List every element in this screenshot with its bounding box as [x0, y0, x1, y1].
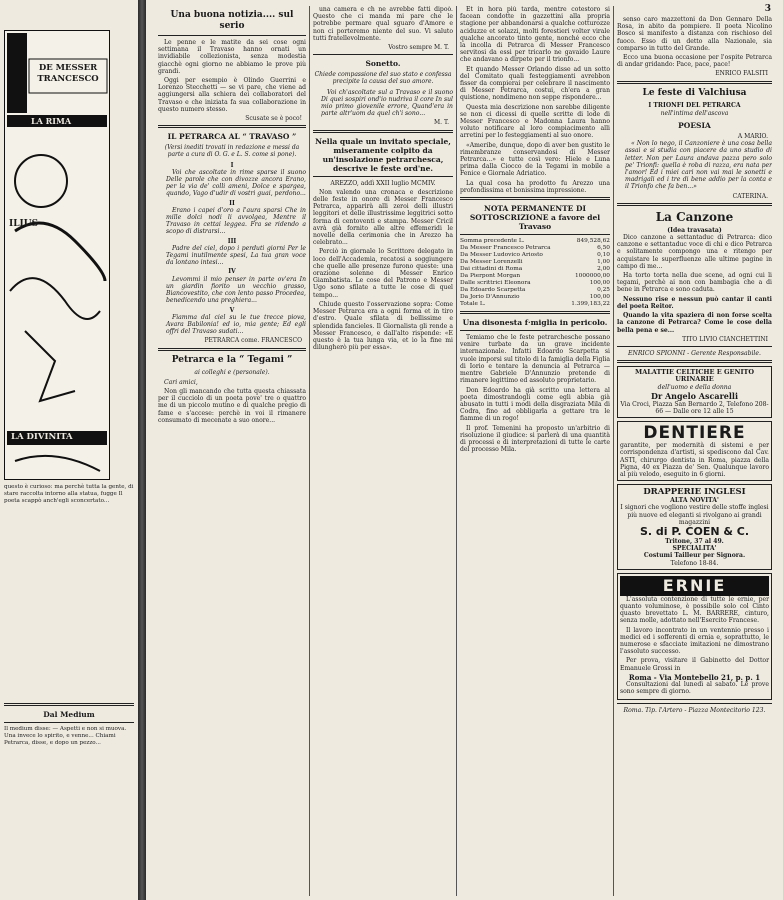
ad-ernie-title: ERNIE	[620, 576, 769, 596]
sonetto-body: Voi ch'ascoltate sul a Travaso e il suono Di quei sospiri ond'io nudriva il core In sul mio primo giovenile errore, Quand'era in parte altr'uom da quel ch'i sono...	[321, 88, 453, 118]
ad-malattie-name: Dr Angelo Ascarelli	[651, 390, 738, 401]
column-2	[313, 6, 453, 896]
page-number: 3	[764, 4, 771, 14]
column-divider	[613, 6, 614, 896]
subscription-label: Da Messer Francesco Petrarca	[460, 245, 551, 252]
lead-title: Una buona notizia.... sul serio	[170, 10, 294, 31]
feste-subtitle-2: nell'intima dell'ascova	[660, 109, 729, 117]
ad-ernie-body-3: Per prova, visitare il Gabinetto del Dottor Emanuele Grossi in	[620, 657, 769, 672]
feste-subtitle: I TRIONFI DEL PETRARCA	[648, 101, 741, 109]
subscription-row	[460, 238, 610, 245]
ad-ernie	[617, 573, 772, 701]
subscription-value: 6,50	[597, 245, 610, 252]
subscription-label: Da Pierpont Morgan	[460, 273, 521, 280]
poesia-dedication: A MARIO.	[737, 133, 768, 141]
poesia-title: POESIA	[678, 121, 711, 131]
ad-drapperie-body: I signori che vogliono vestire delle stoffe inglesi più nuove ed eleganti si rivolgano ai grandi magazzini	[620, 504, 769, 526]
intro-text: una camera e ch ne avrebbe fatti dipoò. Questo che ci manda mi pare che le potrebbe permare qual sguaro d'Amore e non ci porteremo niente del suo. Vi saluto tutti fratellevolmente.	[313, 6, 453, 42]
col3-body-3: Questa mia descrizione non sarebbe diligente se non ci dicessi di quelle scritte di lode di Messer Francesco e Madonna Laura hanno voluto notificare al loro compiacimento alli arretini per lo festeggiamenti al suo onore.	[460, 103, 610, 140]
feste-title: Le feste di Valchiusa	[642, 87, 747, 98]
col4-body: senso caro mazzettoni da Don Gennaro Della Rosa, in abito da pompiere. Il poeta Nicolino Bosco si manifesto a distanza con rischioso del fuoco. Esso di un detto alla Nazionale, sia comparso in tutto del Grande.	[617, 16, 772, 52]
story-body-2: Don Edoardo ha già scritto una lettera al poeta dimostrandogli come egli abbia già abusato in tutti i modi della disgraziata Mila di Codra, fino ad obbligarla a gettare tra le fiamme di un rogo!	[460, 386, 610, 423]
story-body-3: Il prof. Temenini ha proposto un'arbitrio di risoluzione il giudice: si parlerà di una quantità di processi e di interpretazioni di tutte le carte del processo Mila.	[460, 424, 610, 454]
left-paragraph: questo è curioso: ma perchè tutta la gente, di stare raccolta intorno alla statua, fugge Il poeta scappò anch'egli sconcertato...	[4, 484, 134, 504]
poem-subtitle: (Versi inediti trovati in redazione e messi da parte a cura di O. G. e L. S. come si pone).	[164, 144, 300, 159]
sonetto-title: Sonetto.	[365, 59, 401, 69]
subscription-value: 100,00	[589, 280, 610, 287]
gerente-line: ENRICO SPIONNI - Gerente Responsabile.	[628, 349, 761, 357]
ad-ernie-address: Roma - Via Montebello 21, p. p. 1	[628, 672, 761, 682]
subscription-row	[460, 266, 610, 273]
canzone-body-4: Quando la vita spaziera di non forse scelta la canzone di Petrarca? Come le cose della bella pena e se...	[617, 312, 772, 334]
news-body-3: Chiude questo l'osservazione sopra: Come Messer Petrarca era a ogni forma et in tiro d'estro. Quale sfilata di bellissime e splendida fancieles. Il Giornalista gli rende a Messer Francesco, e dall'alto rispende: «E questo è la tua lunga via, et io la fine mi dilungherò più per essa».	[313, 300, 453, 352]
subscription-value: 849,528,62	[576, 238, 610, 245]
column-3	[460, 6, 610, 896]
lead-body-2: Oggi per esempio è Olindo Guerrini e Lorenzo Stecchetti — se vi pare, che viene ad aggiungersi alla schiera dei collaboratori del Travaso e che iniziata fa sua collaborazione in questo numero stesso.	[158, 77, 306, 113]
subscription-row	[460, 280, 610, 287]
subscription-row	[460, 245, 610, 252]
ad-dentiere-title: DENTIERE	[643, 423, 746, 444]
ad-malattie	[617, 366, 772, 418]
sonetto-subtitle: Chiede compassione del suo stato e confessa precipite la causa del suo amore.	[314, 71, 452, 86]
illustration-top-text: DE MESSER TRANCESCO	[37, 63, 99, 84]
ad-drapperie-specialty-2: Costumi Tailleur per Signora.	[643, 552, 746, 560]
subscription-value: 100,00	[589, 294, 610, 301]
subscription-value: 1.399,183,22	[571, 301, 610, 308]
illustration-side-text: ILIUS	[9, 219, 39, 229]
ad-malattie-info: Via Croci, Piazza San Bernardo 2, Telefono 208-66 — Dalle ore 12 alle 15	[620, 400, 769, 415]
column-1: Una buona notizia.... sul serio Le penne e le matite da sei cose ogni settimana il Travaso hanno ornati un invidiabile collezionista, senza modestia giacchè ogni giorno ne abbiamo le prove più grandi. Oggi per esempio è Olindo Guerrini e Lorenzo Stecchetti — se vi pare, che viene ad aggiungersi alla schiera dei collaboratori del Travaso e che iniziata fa sua collaborazione in questo numero stesso. Scusate se è poco! IL PETRARCA AL “ TRAVASO ” (Versi inediti trovati in redazione e messi da parte a cura di O. G. e L. S. come si pone). I Voi che ascoltate in rime sparse il suono Delle parole che con divozze ancora Erano, per la via de' colli ameni, Dolce e spargea, quando, Vago d'udir di vostri guai, perdono... II Erano i capei d'oro a l'aura sparsi Che in mille dolci nodi li avvolgea, Mentre il Travaso in cettai leggea. Fra se ridendo a scopo di distrarsi... III Padre del ciel, dopo i perduti giorni Per le Tegami inutilmente spesi, La tua gran voce da lontano intesi... IV Levommi il mio penser in parte ov'era In un giardin fiorito un vecchio grasso, Biancovestito, che con lento passo Procedea, benedicendo una preghiera... V Fiamma dal ciel su le tue trecce piova, Avara Babilonia! ed io, mia gente; Ed egli offri del Travaso sudati... PETRARCA come. FRANCESCO Petrarca e la “ Tegami ” ai colleghi e (personale). Cari amici, Non gli mancando che tutta questa chiassata per il cucciolo di un poeta pove' tre o quattro me di un piccolo mutino e di qualche pregio di fame e s'accese: perchè in voi il rimanere consumato di mecenate a suo onore...	[158, 10, 306, 424]
letter-title: Petrarca e la “ Tegami ”	[171, 354, 293, 365]
canzone-title: La Canzone	[655, 209, 734, 224]
poesia-sign: CATERINA.	[732, 192, 768, 200]
subscription-label: Da Edoardo Scarpetta	[460, 287, 526, 294]
left-section-title: Dal Medium	[43, 710, 95, 719]
subscription-row	[460, 301, 610, 308]
ad-drapperie-specialty: SPECIALITA'	[672, 545, 717, 553]
poesia-body: « Non lo nego, il Canzoniere è una cosa bella assai e si studia con piacere da uno studio di letter. Non per Laura andava pazza pero solo pe' Trionfi: quella è roba di razza, era nata per l'amor! Ed i miei cari non vai mai le sonetti e madrigali ed i tre di bene addio per la conta e il Trionfo che fa ben...»	[625, 140, 772, 191]
left-page	[0, 0, 138, 900]
poem-title: IL PETRARCA AL “ TRAVASO ”	[167, 132, 297, 142]
subscription-row	[460, 294, 610, 301]
ad-ernie-body: L'assoluta contenzione di tutte le ernie, per quanto voluminose, è possibile solo col Cinto quasto brevettato L. M. BARRERE, cinturo, senza molle, adottato nell'Esercito Francese.	[620, 595, 769, 625]
ad-dentiere	[617, 421, 772, 481]
ad-ernie-body-2: Il lavoro incontrato in un ventennio presso i medici ed i sofferenti di ernia e, soprattutto, le numerose e sfacciate imitazioni ne dimostrano l'assoluto successo.	[620, 626, 769, 656]
news-body: Non valendo una cronaca e descrizione delle feste in onore di Messer Francesco Petrarca, apparirà alli zeroi delli illustri leggitori et delle illustrissime leggitrici sotto forma di centoventi e stampa. Messer Cricil avrà già fornito alle altre effemeridi le novelle della cerimonia che in Arezzo ha celebrato...	[313, 188, 453, 247]
petrarca-illustration	[4, 30, 110, 480]
canzone-subtitle: (Idea travasata)	[667, 226, 722, 234]
lead-sign: Scusate se è poco!	[245, 115, 302, 123]
col3-body: Et in hora più tarda, mentre cotestoro si facean condotte in gazzettini alla propria stagione per abbandonarsi a qualche cotturozze aciduzze et solazzi, molti forestieri volter virale qualche ancorato tinto gente, nonché ecco che la incolla di Petrarca di Messer Francesco servitosi da essi per tricarlo ne gavaido Laure che andavano a dirpete per il trionfo...	[460, 6, 610, 64]
news-body-2: Perciò in giornale lo Scrittore delegato in loco dell'Accademia, recatosi a soggiungere che quelle alle presenze furono queste: una orazione solenne di Messer Enrico Giambatista. Le cose del Patrono e Messer Ugo sono sfilate a tutte le cose di quel tempo...	[313, 248, 453, 299]
poem-part-3: Padre del ciel, dopo i perduti giorni Per le Tegami inutilmente spesi, La tua gran voce da lontano intesi...	[166, 244, 306, 267]
subscription-title: NOTA PERMANENTE DI SOTTOSCRIZIONE a favore del Travaso	[469, 204, 601, 232]
canzone-body-2: Ha torto torta nella due scene, ad ogni cui li tegami, perchè ai non con bambagia che a di bene in Petrarca e sono caduta.	[617, 272, 772, 294]
illustration-band-text: LA RIMA	[31, 116, 72, 126]
subscription-value: 0,25	[597, 287, 610, 294]
subscription-value: 1,00	[597, 259, 610, 266]
col4-sign: ENRICO FALSITI	[715, 70, 768, 78]
left-section-body: Il medium disse: — Aspetti e non si muova. Una invece lo spirito, e venne... Chiami Petrarca, disse, e dopo un pezzo...	[4, 726, 127, 746]
news-dateline: AREZZO, addì XXII luglio MCMIV.	[330, 179, 436, 187]
intro-sign: Vostro sempre M. T.	[388, 44, 449, 52]
col3-sign: La qual cosa ha prodotto fu Arezzo una profondissima et bonissima impressione.	[460, 179, 610, 194]
ad-drapperie-phone: Telefono 18-84.	[670, 559, 719, 567]
subscription-row	[460, 259, 610, 266]
subscription-label: Dai cittadini di Roma	[460, 266, 523, 273]
subscription-table	[460, 238, 610, 308]
subscription-label: Da Messer Ludovico Ariosto	[460, 252, 543, 259]
subscription-value: 0,10	[597, 252, 610, 259]
col4-body-2: Ecco una buona occasione per l'ospite Petrarca di andar gridando: Pace, pace, pace!	[617, 54, 772, 69]
col3-body-2: Et quando Messer Orlando disse ad un sotto del Comitato quali festeggiamenti avrebbon fisser da compierai per celebrare il nascimento di Messer Petrarca, costui, ch'era a gran quistione, nondimeno non seppe rispondere...	[460, 65, 610, 102]
subscription-row	[460, 287, 610, 294]
ad-drapperie-title: DRAPPERIE INGLESI	[643, 487, 746, 498]
ad-malattie-subtitle: dell'uomo e della donna	[657, 383, 732, 391]
story-title: Una disonesta f·miglia in pericolo.	[462, 318, 608, 328]
letter-subtitle: ai colleghi e (personale).	[194, 368, 270, 376]
story-body: Temiamo che le feste petrarchesche possano venire turbate da un grave incidente internazionale. Infatti Edoardo Scarpetta si vuole imporsi sul titolo di la famiglia della Figlia di Iorio e tentare la denuncia al Petrarca — mentre Gabriele D'Annunzio pretende di rimanere legittimo ed assoluto proprietario.	[460, 334, 610, 385]
subscription-value: 2,00	[597, 266, 610, 273]
column-divider	[309, 6, 310, 896]
col3-body-4: «Ameribe, dunque, dopo di aver ben gustito le rimembranze conservandosi di Messer Petrarca...» e tutte così vero: Hiele e Luna prima dalla Ciocco de la Tegami in mobile a Fenice e Giornale Adriatico.	[460, 141, 610, 178]
ad-dentiere-body: garantite, per modernità di sistemi e per corrispondenza d'artisti, si spediscono dal Cav. ASTI, chirurgo dentista in Roma, piazza della Pigna, 40 ex Piazza de' Sen. Qualunque lavoro al più velodo, eseguito in 6 giorni.	[620, 442, 769, 478]
illustration-bottom-text: LA DIVINITA	[11, 432, 73, 442]
lead-body: Le penne e le matite da sei cose ogni settimana il Travaso hanno ornati un invidiabile collezionista, senza modestia giacchè ogni giorno ne abbiamo le prove più grandi.	[158, 39, 306, 75]
canzone-body-3: Nessuno rise e nessun può cantar il canti del poeta Reitor.	[617, 295, 772, 310]
canzone-body: Dico canzone a settantaduc di Petrarca: dico canzone e settantaduc voce di chi e dico Petrarca e solitamente compongo una e ritengo per acquistare le superfluenze alle ultime pagine in campo di me...	[617, 234, 772, 270]
subscription-label: Da Jorio D'Annunzio	[460, 294, 520, 301]
poem-part-4: Levommi il mio penser in parte ov'era In un giardin fiorito un vecchio grasso, Biancovestito, che con lento passo Procedea, benedicendo una preghiera...	[166, 275, 306, 305]
poem-part-5: Fiamma dal ciel su le tue trecce piova, Avara Babilonia! ed io, mia gente; Ed egli offri del Travaso sudati...	[166, 313, 306, 336]
poem-sign: PETRARCA come. FRANCESCO	[204, 337, 302, 345]
poem-part-1: Voi che ascoltate in rime sparse il suono Delle parole che con divozze ancora Erano, per la via de' colli ameni, Dolce e spargea, quando, Vago d'udir di vostri guai, perdono...	[166, 168, 306, 198]
ad-drapperie-subtitle: ALTA NOVITA'	[670, 497, 719, 505]
subscription-row	[460, 252, 610, 259]
subscription-label: Da Messer Lorenzelli	[460, 259, 523, 266]
news-title: Nella quale un invitato speciale, miseramente colpito da un'insolazione petrarchesca, descrive le feste ord'ne.	[315, 136, 451, 173]
letter-salute: Cari amici,	[164, 378, 198, 386]
right-page	[146, 0, 783, 900]
left-section	[4, 700, 134, 746]
subscription-label: Somma precedente L.	[460, 238, 525, 245]
ad-malattie-title: MALATTIE CELTICHE E GENITO URINARIE	[635, 368, 754, 384]
subscription-label: Totale L.	[460, 301, 486, 308]
subscription-label: Dalle scrittrici Eleonora	[460, 280, 531, 287]
column-4	[617, 16, 772, 896]
ad-drapperie-address: Tritone, 37 al 49.	[665, 537, 724, 545]
ad-drapperie-name: S. di P. COEN & C.	[639, 524, 750, 538]
ad-drapperie	[617, 484, 772, 570]
poem-part-2: Erano i capei d'oro a l'aura sparsi Che in mille dolci nodi li avvolgea, Mentre il Travaso in cettai leggea. Fra se ridendo a scopo di distrarsi...	[166, 206, 306, 236]
sonetto-sign: M. T.	[434, 119, 449, 127]
canzone-sign: TITO LIVIO CIANCHETTINI	[682, 335, 768, 343]
column-divider	[456, 6, 457, 896]
ad-ernie-body-4: Consultazioni dal lunedì al sabato. Le prove sono sempre di giorno.	[620, 681, 769, 696]
letter-body: Non gli mancando che tutta questa chiassata per il cucciolo di un poeta pove' tre o quattro me di un piccolo mutino e di qualche pregio di fame e s'accese: perchè in voi il rimanere consumato di mecenate a suo onore...	[158, 387, 306, 424]
petrarca-illustration-drawing	[5, 31, 109, 479]
page-gutter	[138, 0, 146, 900]
subscription-value: 1000000,00	[574, 273, 610, 280]
printer-footer: Roma. Tip. l'Artero - Piazza Montecitorio 123.	[623, 707, 766, 715]
subscription-row	[460, 273, 610, 280]
